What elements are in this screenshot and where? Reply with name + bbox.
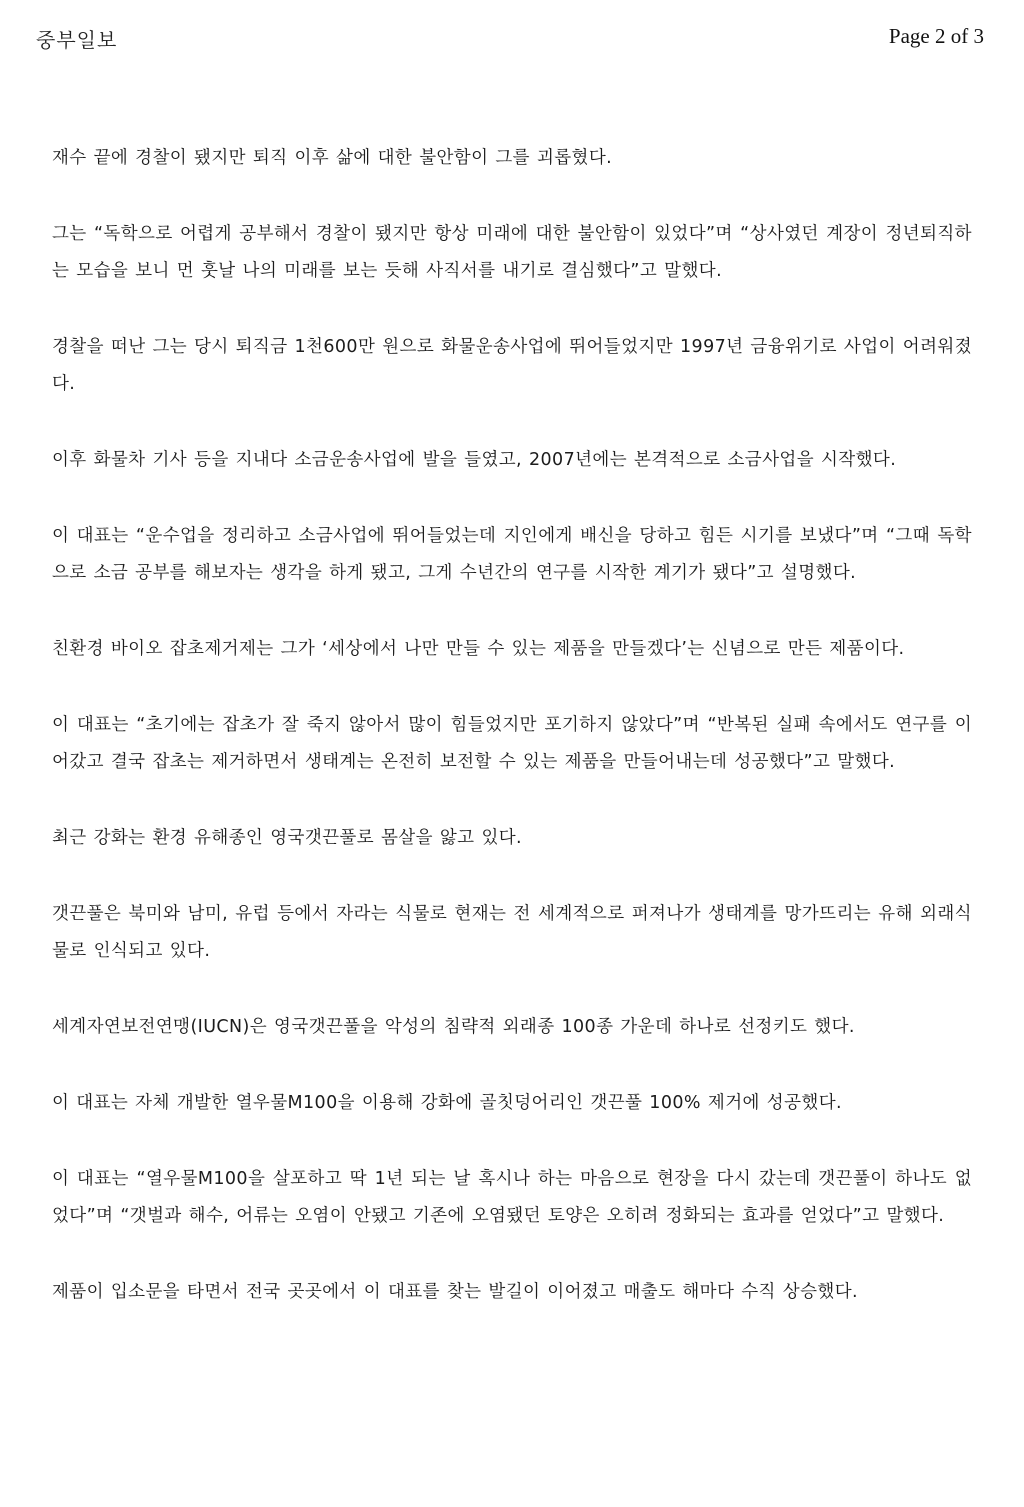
publisher-name: 중부일보 xyxy=(36,28,118,52)
page-number: Page 2 of 3 xyxy=(888,24,984,48)
article-paragraph: 갯끈풀은 북미와 남미, 유럽 등에서 자라는 식물로 현재는 전 세계적으로 퍼져나가 생태계를 망가뜨리는 유해 외래식물로 인식되고 있다. xyxy=(52,904,972,961)
article-paragraph: 친환경 바이오 잡초제거제는 그가 ‘세상에서 나만 만들 수 있는 제품을 만들겠다’는 신념으로 만든 제품이다. xyxy=(52,639,905,659)
article-paragraph: 그는 “독학으로 어렵게 공부해서 경찰이 됐지만 항상 미래에 대한 불안함이 있었다”며 “상사였던 계장이 정년퇴직하는 모습을 보니 먼 훗날 나의 미래를 보는 듯해 사직서를 내기로 결심했다”고 말했다. xyxy=(52,224,972,281)
article-paragraph: 최근 강화는 환경 유해종인 영국갯끈풀로 몸살을 앓고 있다. xyxy=(52,828,523,848)
article-paragraph: 이 대표는 자체 개발한 열우물M100을 이용해 강화에 골칫덩어리인 갯끈풀 100% 제거에 성공했다. xyxy=(52,1093,842,1113)
article-paragraph: 경찰을 떠난 그는 당시 퇴직금 1천600만 원으로 화물운송사업에 뛰어들었지만 1997년 금융위기로 사업이 어려워졌다. xyxy=(52,337,972,394)
article-paragraph: 세계자연보전연맹(IUCN)은 영국갯끈풀을 악성의 침략적 외래종 100종 가운데 하나로 선정키도 했다. xyxy=(52,1017,855,1037)
article-paragraph: 이후 화물차 기사 등을 지내다 소금운송사업에 발을 들였고, 2007년에는 본격적으로 소금사업을 시작했다. xyxy=(52,450,897,470)
article-paragraph: 이 대표는 “운수업을 정리하고 소금사업에 뛰어들었는데 지인에게 배신을 당하고 힘든 시기를 보냈다”며 “그때 독학으로 소금 공부를 해보자는 생각을 하게 됐고, 그게 수년간의 연구를 시작한 계기가 됐다”고 설명했다. xyxy=(52,526,972,583)
article-paragraph: 제품이 입소문을 타면서 전국 곳곳에서 이 대표를 찾는 발길이 이어졌고 매출도 해마다 수직 상승했다. xyxy=(52,1282,858,1302)
article-paragraph: 이 대표는 “열우물M100을 살포하고 딱 1년 되는 날 혹시나 하는 마음으로 현장을 다시 갔는데 갯끈풀이 하나도 없었다”며 “갯벌과 해수, 어류는 오염이 안됐고 기존에 오염됐던 토양은 오히려 정화되는 효과를 얻었다”고 말했다. xyxy=(52,1169,972,1226)
article-paragraph: 이 대표는 “초기에는 잡초가 잘 죽지 않아서 많이 힘들었지만 포기하지 않았다”며 “반복된 실패 속에서도 연구를 이어갔고 결국 잡초는 제거하면서 생태계는 온전히 보전할 수 있는 제품을 만들어내는데 성공했다”고 말했다. xyxy=(52,715,972,772)
article-body xyxy=(52,140,972,1350)
page-header xyxy=(0,0,1024,70)
article-paragraph: 재수 끝에 경찰이 됐지만 퇴직 이후 삶에 대한 불안함이 그를 괴롭혔다. xyxy=(52,148,613,168)
